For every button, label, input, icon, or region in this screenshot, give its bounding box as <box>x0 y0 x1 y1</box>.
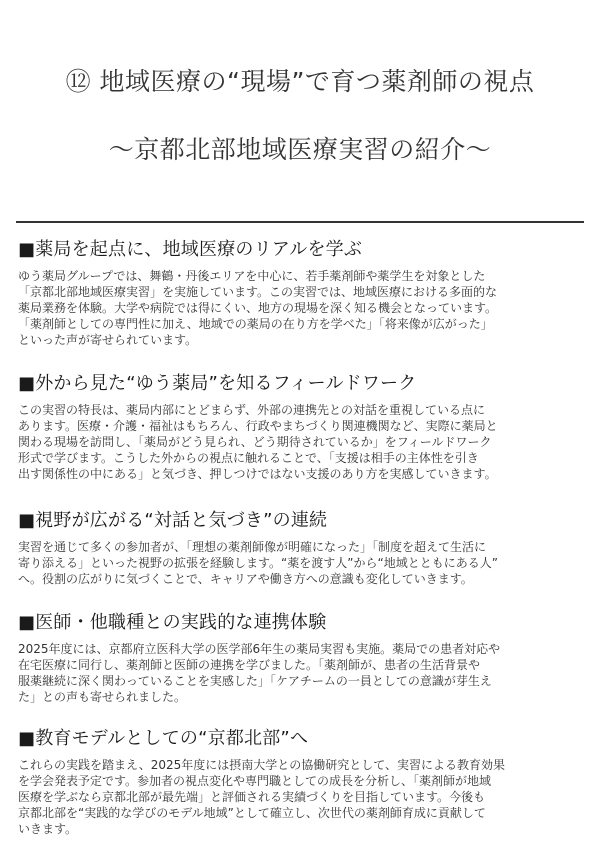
body-line: 「薬剤師としての専門性に加え、地域での薬局の在り方を学べた」「将来像が広がった」 <box>18 317 493 331</box>
body-line: これらの実践を踏まえ、2025年度には摂南大学との協働研究として、実習による教育効果 <box>18 758 506 772</box>
body-line: 服薬継続に深く関わっていることを実感した」「ケアチームの一員としての意識が芽生え <box>18 674 492 688</box>
page-subtitle: ～京都北部地域医療実習の紹介～ <box>108 135 492 164</box>
section-fieldwork <box>18 372 584 482</box>
body-line: あります。医療・介護・福祉はもちろん、行政やまちづくり関連機関など、実際に薬局と <box>18 419 498 433</box>
body-line: 在宅医療に同行し、薬剤師と医師の連携を学びました。「薬剤師が、患者の生活背景や <box>18 658 481 672</box>
body-line: 薬局業務を体験。大学や病院では得にくい、地方の現場を深く知る機会となっています。 <box>18 301 498 315</box>
body-line: 2025年度には、京都府立医科大学の医学部6年生の薬局実習も実施。薬局での患者対応や <box>18 642 501 656</box>
section-pharmacy-starting-point <box>18 238 584 348</box>
section-heading: ■外から見た“ゆう薬局”を知るフィールドワーク <box>18 373 417 394</box>
body-line: 関わる現場を訪問し、「薬局がどう見られ、どう期待されているか」をフィールドワーク <box>18 435 492 449</box>
body-line: 「京都北部地域医療実習」を実施しています。この実習では、地域医療における多面的な <box>18 285 498 299</box>
section-education-model <box>18 727 584 837</box>
body-line: 医療を学ぶなら京都北部が最先端」と評価される実績づくりを目指しています。今後も <box>18 790 486 804</box>
body-line: へ。役割の広がりに気づくことで、キャリアや働き方への意識も変化していきます。 <box>18 572 473 586</box>
section-heading: ■薬局を起点に、地域医療のリアルを学ぶ <box>18 239 363 260</box>
body-line: 実習を通じて多くの参加者が、「理想の薬剤師像が明確になった」「制度を超えて生活に <box>18 540 487 554</box>
section-heading: ■医師・他職種との実践的な連携体験 <box>18 612 327 633</box>
title-divider <box>16 221 584 223</box>
section-interprofessional <box>18 611 584 705</box>
body-line: 形式で学びます。こうした外からの視点に触れることで、「支援は相手の主体性を引き <box>18 451 479 465</box>
body-line: 出す関係性の中にある」と気づき、押しつけではない支援のあり方を実感していきます。 <box>18 467 497 481</box>
body-line: この実習の特長は、薬局内部にとどまらず、外部の連携先との対話を重視している点に <box>18 403 486 417</box>
body-line: 寄り添える」といった視野の拡張を経験します。“薬を渡す人”から“地域とともにある人” <box>18 556 498 570</box>
body-line: を学会発表予定です。参加者の視点変化や専門職としての成長を分析し、「薬剤師が地域 <box>18 774 492 788</box>
body-line: ゆう薬局グループでは、舞鶴・丹後エリアを中心に、若手薬剤師や薬学生を対象とした <box>18 269 486 283</box>
body-line: た」との声も寄せられました。 <box>18 690 187 704</box>
section-heading: ■視野が広がる“対話と気づき”の連続 <box>18 510 328 531</box>
body-line: 京都北部を“実践的な学びのモデル地域”として確立し、次世代の薬剤師育成に貢献して <box>18 806 486 820</box>
section-heading: ■教育モデルとしての“京都北部”へ <box>18 728 309 749</box>
body-line: いきます。 <box>18 822 78 836</box>
section-dialogue-awareness <box>18 509 584 587</box>
page-title: ⑫ 地域医療の“現場”で育つ薬剤師の視点 <box>65 67 535 96</box>
body-line: といった声が寄せられています。 <box>18 333 198 347</box>
